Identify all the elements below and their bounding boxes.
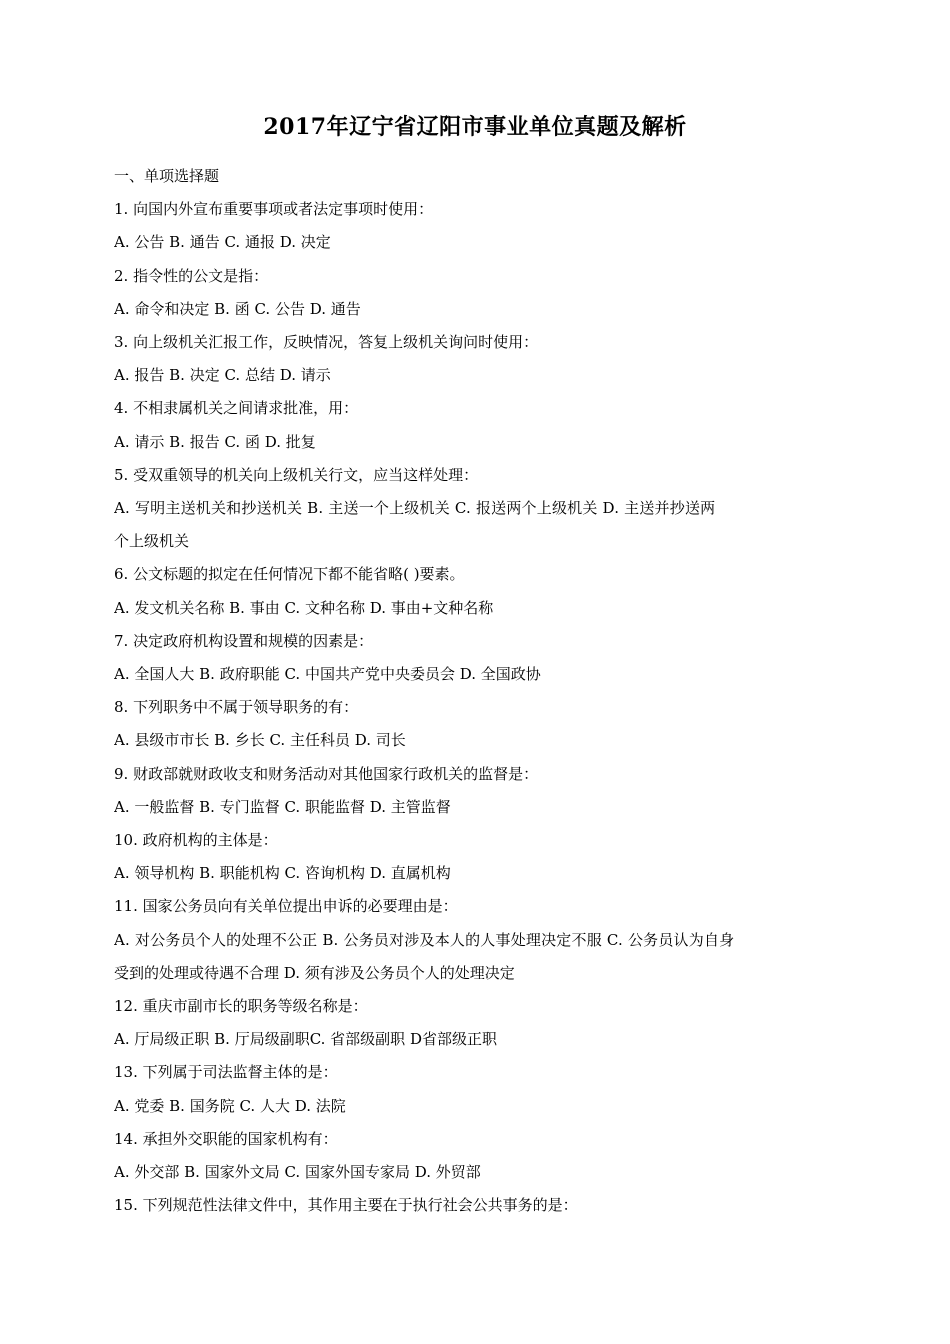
document-title: 2017年辽宁省辽阳市事业单位真题及解析 xyxy=(263,114,687,140)
options-13: A. 党委 B. 国务院 C. 人大 D. 法院 xyxy=(114,1096,346,1115)
section-heading: 一、单项选择题 xyxy=(114,167,220,185)
question-8: 8. 下列职务中不属于领导职务的有： xyxy=(114,698,359,717)
options-4: A. 请示 B. 报告 C. 函 D. 批复 xyxy=(114,432,316,451)
question-6: 6. 公文标题的拟定在任何情况下都不能省略( )要素。 xyxy=(114,565,465,584)
question-11: 11. 国家公务员向有关单位提出申诉的必要理由是： xyxy=(114,897,458,916)
options-14: A. 外交部 B. 国家外文局 C. 国家外国专家局 D. 外贸部 xyxy=(114,1163,481,1182)
options-11-line-1: A. 对公务员个人的处理不公正 B. 公务员对涉及本人的人事处理决定不服 C. 公务员认为自身 xyxy=(114,930,735,949)
question-14: 14. 承担外交职能的国家机构有： xyxy=(114,1129,338,1148)
question-list xyxy=(114,160,844,1223)
options-5-line-2: 个上级机关 xyxy=(114,532,190,551)
question-5: 5. 受双重领导的机关向上级机关行文，应当这样处理： xyxy=(114,465,479,484)
question-9: 9. 财政部就财政收支和财务活动对其他国家行政机关的监督是： xyxy=(114,764,539,783)
question-2: 2. 指令性的公文是指： xyxy=(114,266,269,285)
question-7: 7. 决定政府机构设置和规模的因素是： xyxy=(114,631,374,650)
question-1: 1. 向国内外宣布重要事项或者法定事项时使用： xyxy=(114,200,434,219)
options-10: A. 领导机构 B. 职能机构 C. 咨询机构 D. 直属机构 xyxy=(114,864,451,883)
question-12: 12. 重庆市副市长的职务等级名称是： xyxy=(114,997,368,1016)
options-1: A. 公告 B. 通告 C. 通报 D. 决定 xyxy=(114,233,331,252)
options-5-line-1: A. 写明主送机关和抄送机关 B. 主送一个上级机关 C. 报送两个上级机关 D. 主送并抄送两 xyxy=(114,499,716,518)
options-8: A. 县级市市长 B. 乡长 C. 主任科员 D. 司长 xyxy=(114,731,406,750)
options-12: A. 厅局级正职 B. 厅局级副职C. 省部级副职 D省部级正职 xyxy=(114,1030,497,1049)
question-13: 13. 下列属于司法监督主体的是： xyxy=(114,1063,338,1082)
options-7: A. 全国人大 B. 政府职能 C. 中国共产党中央委员会 D. 全国政协 xyxy=(114,665,541,684)
question-3: 3. 向上级机关汇报工作，反映情况，答复上级机关询问时使用： xyxy=(114,333,539,352)
question-4: 4. 不相隶属机关之间请求批准，用： xyxy=(114,399,359,418)
question-15: 15. 下列规范性法律文件中，其作用主要在于执行社会公共事务的是： xyxy=(114,1196,578,1215)
options-9: A. 一般监督 B. 专门监督 C. 职能监督 D. 主管监督 xyxy=(114,797,451,816)
options-11-line-2: 受到的处理或待遇不合理 D. 须有涉及公务员个人的处理决定 xyxy=(114,963,515,982)
options-2: A. 命令和决定 B. 函 C. 公告 D. 通告 xyxy=(114,299,361,318)
options-3: A. 报告 B. 决定 C. 总结 D. 请示 xyxy=(114,366,331,385)
options-6: A. 发文机关名称 B. 事由 C. 文种名称 D. 事由+文种名称 xyxy=(114,598,494,617)
question-10: 10. 政府机构的主体是： xyxy=(114,831,278,850)
